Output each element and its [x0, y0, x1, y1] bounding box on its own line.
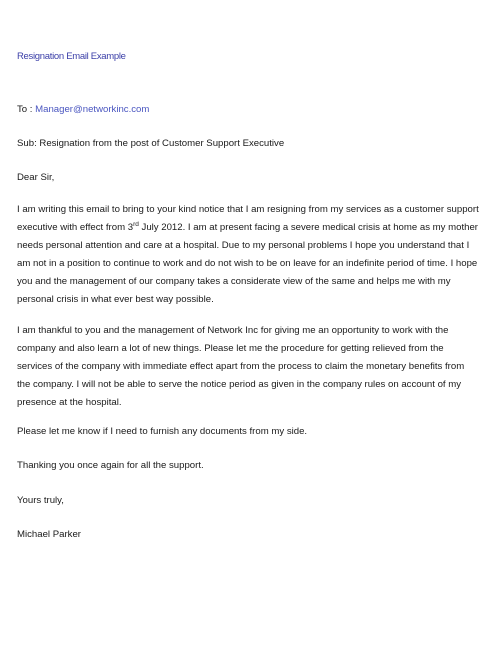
date-prefix-text: executive with effect from 3: [17, 222, 134, 233]
to-label: To :: [17, 104, 36, 115]
signature-name: Michael Parker: [17, 529, 81, 540]
paragraph-line: I am writing this email to bring to your kind notice that I am resigning from my services as a customer support: [17, 204, 479, 215]
paragraph-line: the company. I will not be able to serve the notice period as given in the company rules on account of my: [17, 379, 462, 390]
body-paragraph-2: [17, 322, 477, 412]
subject-line: Sub: Resignation from the post of Customer Support Executive: [17, 138, 285, 149]
recipient-line: [17, 104, 149, 116]
paragraph-line: I am thankful to you and the management of Network Inc for giving me an opportunity to work with the: [17, 325, 449, 336]
closing-line: Yours truly,: [17, 495, 64, 506]
paragraph-line: personal crisis in what ever best way possible.: [17, 294, 214, 305]
paragraph-line: needs personal attention and care at a hospital. Due to my personal problems I hope you understand that I: [17, 240, 470, 251]
ordinal-suffix: rd: [133, 221, 139, 228]
paragraph-line: services of the company with immediate effect apart from the process to claim the monetary benefits from: [17, 361, 465, 372]
recipient-email: Manager@networkinc.com: [35, 104, 150, 115]
paragraph-line: [17, 219, 477, 237]
body-paragraph-3: Please let me know if I need to furnish any documents from my side.: [17, 426, 308, 437]
date-suffix-text: July 2012. I am at present facing a severe medical crisis at home as my mother: [138, 222, 478, 233]
paragraph-line: company and also learn a lot of new things. Please let me the procedure for getting relieved from the: [17, 343, 444, 354]
body-paragraph-4: Thanking you once again for all the support.: [17, 460, 204, 471]
body-paragraph-1: [17, 201, 477, 309]
paragraph-line: you and the management of our company takes a considerate view of the same and helps me with my: [17, 276, 451, 287]
document-title: Resignation Email Example: [17, 51, 126, 62]
salutation: Dear Sir,: [17, 172, 55, 183]
paragraph-line: presence at the hospital.: [17, 397, 122, 408]
paragraph-line: am not in a position to continue to work and do not wish to be on leave for an indefinite period of time. I hope: [17, 258, 478, 269]
